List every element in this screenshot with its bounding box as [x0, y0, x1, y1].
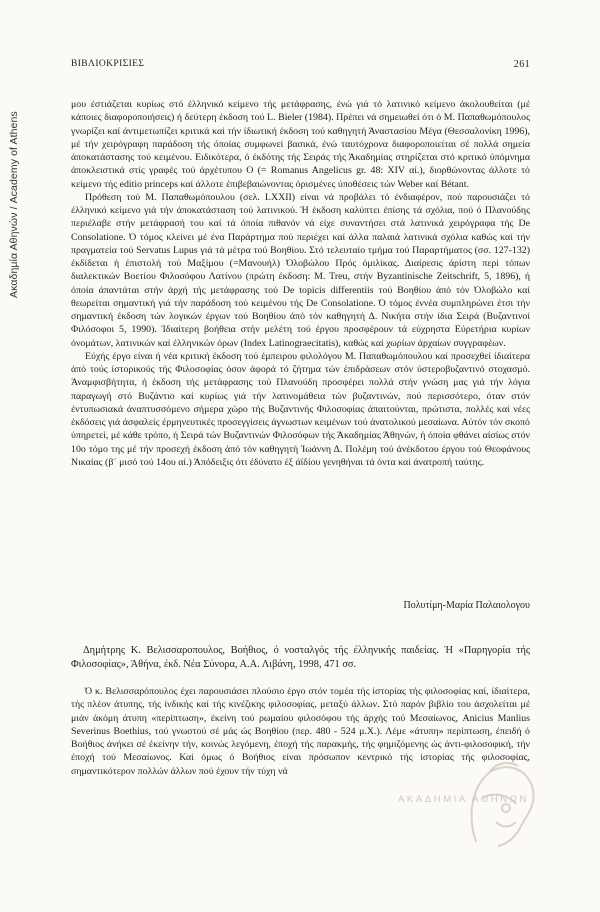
academy-side-stamp — [6, 70, 20, 300]
page-number: 261 — [513, 59, 530, 70]
watermark-text: ΑΚΑΔΗΜΙΑ ΑΘΗΝΩΝ — [398, 794, 529, 805]
side-stamp-text: Ακαδημία Αθηνών / Academy of Athens — [8, 111, 20, 298]
new-review-citation — [71, 644, 530, 672]
paragraph-2: Πρόθεση τού Μ. Παπαθωμόπουλου (σελ. LXXII) είναι νά προβάλει τό ένδιαφέρον, πού παρουσιάζει τό έλληνικό κείμενο γιά τήν άποκατάσταση τού λατινικού. Ή έκδοση καλύπτει έπίσης τά σχόλια, πού ό Πλανούδης περιέλαβε στήν μετάφρασή του καί τά όποία πιθανόν νά είχε συναντήσει στά λατινικά χειρόγραφα τής De Consolatione. Ό τόμος κλείνει μέ ένα Παράρτημα πού περιέχει καί άλλα παλαιά λατινικά σχόλια καθώς καί τήν πραγματεία τού Servatus Lupus γιά τά μέτρα τού Βοηθίου. Στό τελευταίο τμήμα τού Παραρτήματος (σσ. 127-132) έκδίδεται ή έπιστολή τού Μαξίμου (=Μανουήλ) Όλοβώλου Πρός όμιλίκας. Διαίρεσις άρίστη περί τόπων διαλεκτικών Βοετίου Φιλοσόφου Λατίνου (πρώτη έκδοση: M. Treu, στήν Byzantinische Zeitschrift, 5, 1896), ή όποία άπαντάται στήν άρχή τής μετάφρασης τού De topicis differentiis τού Βοηθίου άπό τόν Όλοβώλο καί θεωρείται σημαντική γιά τήν παράδοση τού κειμένου τής De Consolatione. Ό τόμος έννέα συμπληρώνει έτσι τήν σημαντική έκδοση τών λογικών έργων τού Βοηθίου άπό τόν καθηγητή Δ. Νικήτα στήν ίδια Σειρά (Βυζαντινοί Φιλόσοφοι 5, 1990). Ίδιαίτερη βοήθεια στήν μελέτη τού έργου προσφέρουν τά εύχρηστα Εύρετήρια κυρίων όνομάτων, λατινικών καί έλληνικών όρων (Index Latinograecitatis), καθώς καί χωρίων άρχαίων συγγραφέων. — [71, 191, 530, 349]
paragraph-1: μου έστιάζεται κυρίως στό έλληνικό κείμενο τής μετάφρασης, ένώ γιά τό λατινικό κείμενο άκολουθείται (μέ κάποιες διαφοροποιήσεις) ή δεύτερη έκδοση τού L. Bieler (1984). Πρέπει νά σημειωθεί ότι ό Μ. Παπαθωμόπουλος γνωρίζει καί άντιμετωπίζει κριτικά καί τήν ίδιωτική έκδοση τού καθηγητή Άναστασίου Μέγα (Θεσσαλονίκη 1996), μέ τήν χειρόγραφη παράδοση τής όποίας συμφωνεί βασικά, ένώ ταυτόχρονα διαφοροποιείται σέ πολλά σημεία άποκατάστασης τού κειμένου. Ειδικότερα, ό έκδότης τής Σειράς τής Άκαδημίας στηρίζεται στό κριτικό ύπόμνημα άποκλειστικά στίς γραφές τού άρχέτυπου O (= Romanus Angelicus gr. 48: XIV αί.), διορθώνοντας άλλοτε τό κείμενο τής editio princeps καί άλλοτε έπιβεβαιώνοντας όρισμένες ύποθέσεις τών Weber καί Bétant. — [71, 99, 530, 190]
review-paragraph: Ό κ. Βελισσαρόπουλος έχει παρουσιάσει πλούσιο έργο στόν τομέα τής ίστορίας τής φιλοσοφίας καί, ίδιαίτερα, τής πλέον άτυπης, τής ίνδικής καί τής κινέζικης φιλοσοφίας, μεταξύ άλλων. Στό παρόν βιβλίο του άσχολείται μέ μιάν άκόμη άτυπη «περίπτωση», έκείνη τού ρωμαίου φιλοσόφου τής άρχής τού Μεσαίωνος, Anicius Manlius Severinus Boethius, τού γνωστού σέ μάς ώς Βοηθίου (περ. 480 - 524 μ.Χ.). Λέμε «άτυπη» περίπτωση, έπειδή ό Βοήθιος άνήκει σέ έκείνην τήν, κοινώς λεγόμενη, έποχή τής παρακμής, τής φημιζόμενης ώς άντι-φιλοσοφική, τήν έποχή τού Μεσαίωνος. Καί όμως ό Βοήθιος είναι πρόσωπον κεντρικό τής ίστορίας τής φιλοσοφίας, σημαντικότερον πολλών άλλων πού έχουν τήν τύχη νά — [71, 686, 530, 777]
review-citation-text: Δημήτρης Κ. Βελισσαροπουλος, Βοήθιος, ό νοσταλγός τής έλληνικής παιδείας. Ή «Παρηγορία τής Φιλοσοφίας», Άθήνα, έκδ. Νέα Σύνορα, Α.Α. Λιβάνη, 1998, 471 σσ. — [71, 645, 530, 670]
running-head — [71, 59, 530, 73]
review-continuation-text — [71, 98, 530, 469]
academy-watermark — [398, 758, 583, 850]
paragraph-3: Εύχής έργο είναι ή νέα κριτική έκδοση τού έμπειρου φιλολόγου Μ. Παπαθωμόπουλου καί προσεχθεί ίδιαίτερα άπό τούς ίστορικούς τής Φιλοσοφίας όσον άφορά τό ζήτημα τών έπιδράσεων στόν ύστεροβυζαντινό στοχασμό. Άναμφισβήτητα, ή έκδοση τής μετάφρασης τού Πλανούδη προσφέρει πολλά στήν γνώση μας γιά τήν λόγια παραγωγή στό Βυζάντιο καί κυρίως γιά τήν λατινομάθεια τών βυζαντινών, πού περισσότερο, όταν στόν έντυπωσιακά άναπτυσσόμενο σήμερα χώρο τής Βυζαντινής Φιλοσοφίας άπαιτούνται, πρώτιστα, πολλές καί νέες έκδόσεις γιά άσφαλείς έρμηνευτικές προσεγγίσεις άγνωστων κειμένων τού άνατολικού μεσαίωνα. Αύτόν τόν σκοπό ύπηρετεί, μέ κάθε τρόπο, ή Σειρά τών Βυζαντινών Φιλοσόφων τής Άκαδημίας Άθηνών, ή όποία φθάνει αίσίως στόν 10ο τόμο της μέ τήν προσεχή έκδοση άπό τόν καθηγητή Ίωάννη Δ. Πολέμη τού άνέκδοτου έργου τού Θεοφάνους Νικαίας (β΄ μισό τού 14ου αί.) Άπόδειξις ότι έδύνατο έξ άϊδίου γενηθήναι τά όντα καί άνατροπή ταύτης. — [71, 350, 530, 468]
reviewer-signature: Πολυτίμη-Μαρία Παλαιολογου — [403, 600, 530, 611]
running-head-title: ΒΙΒΛΙΟΚΡΙΣΙΕΣ — [71, 59, 145, 69]
